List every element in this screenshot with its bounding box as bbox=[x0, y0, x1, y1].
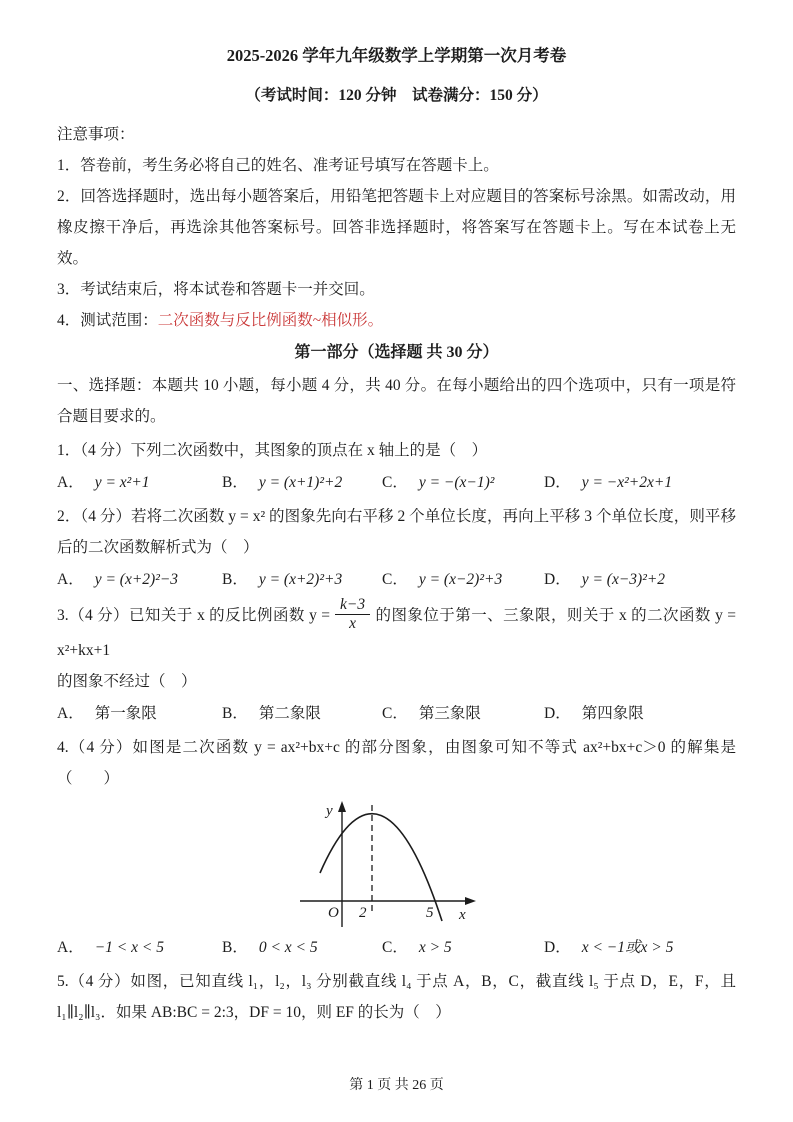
option-label: A． bbox=[57, 938, 84, 956]
option-formula: x > 5 bbox=[418, 938, 452, 956]
option-text: 第二象限 bbox=[258, 704, 321, 722]
stem-text: 的图象位于第一、三象限，则关于 x 的二次函数 y = x²+kx+1 bbox=[57, 606, 736, 659]
question-4-stem: 4.（4 分）如图是二次函数 y = ax²+bx+c 的部分图象，由图象可知不等式 ax²+bx+c＞0 的解集是（ ） bbox=[57, 738, 736, 787]
question-4 bbox=[57, 732, 736, 963]
option-text: 第一象限 bbox=[94, 704, 157, 722]
fraction-numerator: k−3 bbox=[339, 596, 366, 613]
y-axis-label: y bbox=[326, 802, 333, 819]
option-label: D． bbox=[544, 938, 571, 956]
fraction-denominator: x bbox=[335, 614, 370, 633]
option-b bbox=[222, 932, 382, 963]
section-intro: 一、选择题：本题共 10 小题，每小题 4 分，共 40 分。在每小题给出的四个选项中，只有一项是符合题目要求的。 bbox=[57, 377, 736, 425]
x-intercept-tick-label: 5 bbox=[426, 904, 434, 921]
option-formula: y = x²+1 bbox=[94, 474, 150, 491]
option-label: B． bbox=[222, 474, 248, 491]
function-graph bbox=[290, 798, 490, 931]
option-formula: −1 < x < 5 bbox=[94, 938, 164, 956]
section-title: 第一部分（选择题 共 30 分） bbox=[294, 344, 499, 361]
notice-item-2: 2．回答选择题时，选出每小题答案后，用铅笔把答题卡上对应题目的答案标号涂黑。如需改动，用橡皮擦干净后，再选涂其他答案标号。回答非选择题时，将答案写在答题卡上。写在本试卷上无效。 bbox=[57, 188, 736, 267]
option-label: A． bbox=[57, 474, 84, 491]
option-label: A． bbox=[57, 571, 84, 588]
fraction bbox=[335, 596, 370, 633]
option-c bbox=[382, 467, 544, 498]
option-label: D． bbox=[544, 704, 571, 722]
notices-heading: 注意事项： bbox=[57, 126, 135, 143]
notice-item-3: 3．考试结束后，将本试卷和答题卡一并交回。 bbox=[57, 281, 375, 298]
option-c bbox=[382, 698, 544, 729]
option-formula: y = (x−3)²+2 bbox=[581, 571, 666, 588]
option-b bbox=[222, 698, 382, 729]
question-3-stem-line2: 的图象不经过（ ） bbox=[57, 672, 197, 690]
option-d bbox=[544, 467, 736, 498]
option-b bbox=[222, 467, 382, 498]
test-scope-highlight: 二次函数与反比例函数~相似形。 bbox=[157, 312, 384, 329]
option-a bbox=[57, 467, 222, 498]
option-label: D． bbox=[544, 571, 571, 588]
option-a bbox=[57, 932, 222, 963]
notices-block bbox=[57, 119, 736, 336]
option-formula: y = (x−2)²+3 bbox=[418, 571, 503, 588]
stem-text: 3.（4 分）已知关于 x 的反比例函数 y = bbox=[57, 606, 330, 624]
option-formula: y = −x²+2x+1 bbox=[581, 474, 673, 491]
option-label: C． bbox=[382, 704, 408, 722]
question-1 bbox=[57, 435, 736, 498]
option-label: B． bbox=[222, 704, 248, 722]
symmetry-axis-tick-label: 2 bbox=[359, 904, 367, 921]
option-label: C． bbox=[382, 571, 408, 588]
option-label: C． bbox=[382, 474, 408, 491]
option-d bbox=[544, 564, 736, 595]
option-formula: y = (x+2)²−3 bbox=[94, 571, 179, 588]
question-2-options bbox=[57, 564, 736, 595]
question-1-stem: 1．（4 分）下列二次函数中，其图象的顶点在 x 轴上的是（ ） bbox=[57, 442, 488, 459]
notice-item-1: 1．答卷前，考生务必将自己的姓名、准考证号填写在答题卡上。 bbox=[57, 157, 499, 174]
option-b bbox=[222, 564, 382, 595]
option-text: 第四象限 bbox=[581, 704, 644, 722]
page-title: 2025-2026 学年九年级数学上学期第一次月考卷 bbox=[226, 46, 567, 65]
option-formula: x < −1或x > 5 bbox=[581, 938, 674, 956]
option-c bbox=[382, 932, 544, 963]
question-5-stem: 5.（4 分）如图，已知直线 l₁，l₂，l₃ 分别截直线 l₄ 于点 A，B，C，截直线 l₅ 于点 D，E，F，且 l₁∥l₂∥l₃．如果 AB:BC = 2:3，DF = 10，则 EF 的长为（ ） bbox=[57, 972, 736, 1021]
question-3 bbox=[57, 598, 736, 729]
y-axis-arrow-icon bbox=[338, 801, 346, 812]
option-text: 第三象限 bbox=[418, 704, 481, 722]
option-a bbox=[57, 564, 222, 595]
option-label: B． bbox=[222, 571, 248, 588]
option-c bbox=[382, 564, 544, 595]
parabola-figure bbox=[290, 798, 736, 931]
question-5 bbox=[57, 966, 736, 1028]
x-axis-arrow-icon bbox=[465, 897, 476, 905]
option-label: C． bbox=[382, 938, 408, 956]
notice-item-4 bbox=[57, 305, 736, 336]
question-2 bbox=[57, 501, 736, 595]
option-formula: y = (x+1)²+2 bbox=[258, 474, 343, 491]
option-a bbox=[57, 698, 222, 729]
notice-item-4-prefix: 4．测试范围： bbox=[57, 312, 158, 329]
option-d bbox=[544, 932, 736, 963]
option-label: A． bbox=[57, 704, 84, 722]
option-formula: y = (x+2)²+3 bbox=[258, 571, 343, 588]
option-formula: y = −(x−1)² bbox=[418, 474, 495, 491]
question-3-options bbox=[57, 698, 736, 729]
page-number: 第 1 页 共 26 页 bbox=[349, 1078, 444, 1093]
question-4-options bbox=[57, 932, 736, 963]
question-2-stem: 2．（4 分）若将二次函数 y = x² 的图象先向右平移 2 个单位长度，再向上平移 3 个单位长度，则平移后的二次函数解析式为（ ） bbox=[57, 508, 736, 556]
question-1-options bbox=[57, 467, 736, 498]
option-label: D． bbox=[544, 474, 571, 491]
option-label: B． bbox=[222, 938, 248, 956]
option-d bbox=[544, 698, 736, 729]
exam-subtitle: （考试时间：120 分钟 试卷满分：150 分） bbox=[245, 87, 548, 104]
question-3-stem bbox=[57, 598, 736, 666]
origin-label: O bbox=[328, 904, 339, 921]
option-formula: 0 < x < 5 bbox=[258, 938, 318, 956]
x-axis-label: x bbox=[459, 906, 466, 923]
